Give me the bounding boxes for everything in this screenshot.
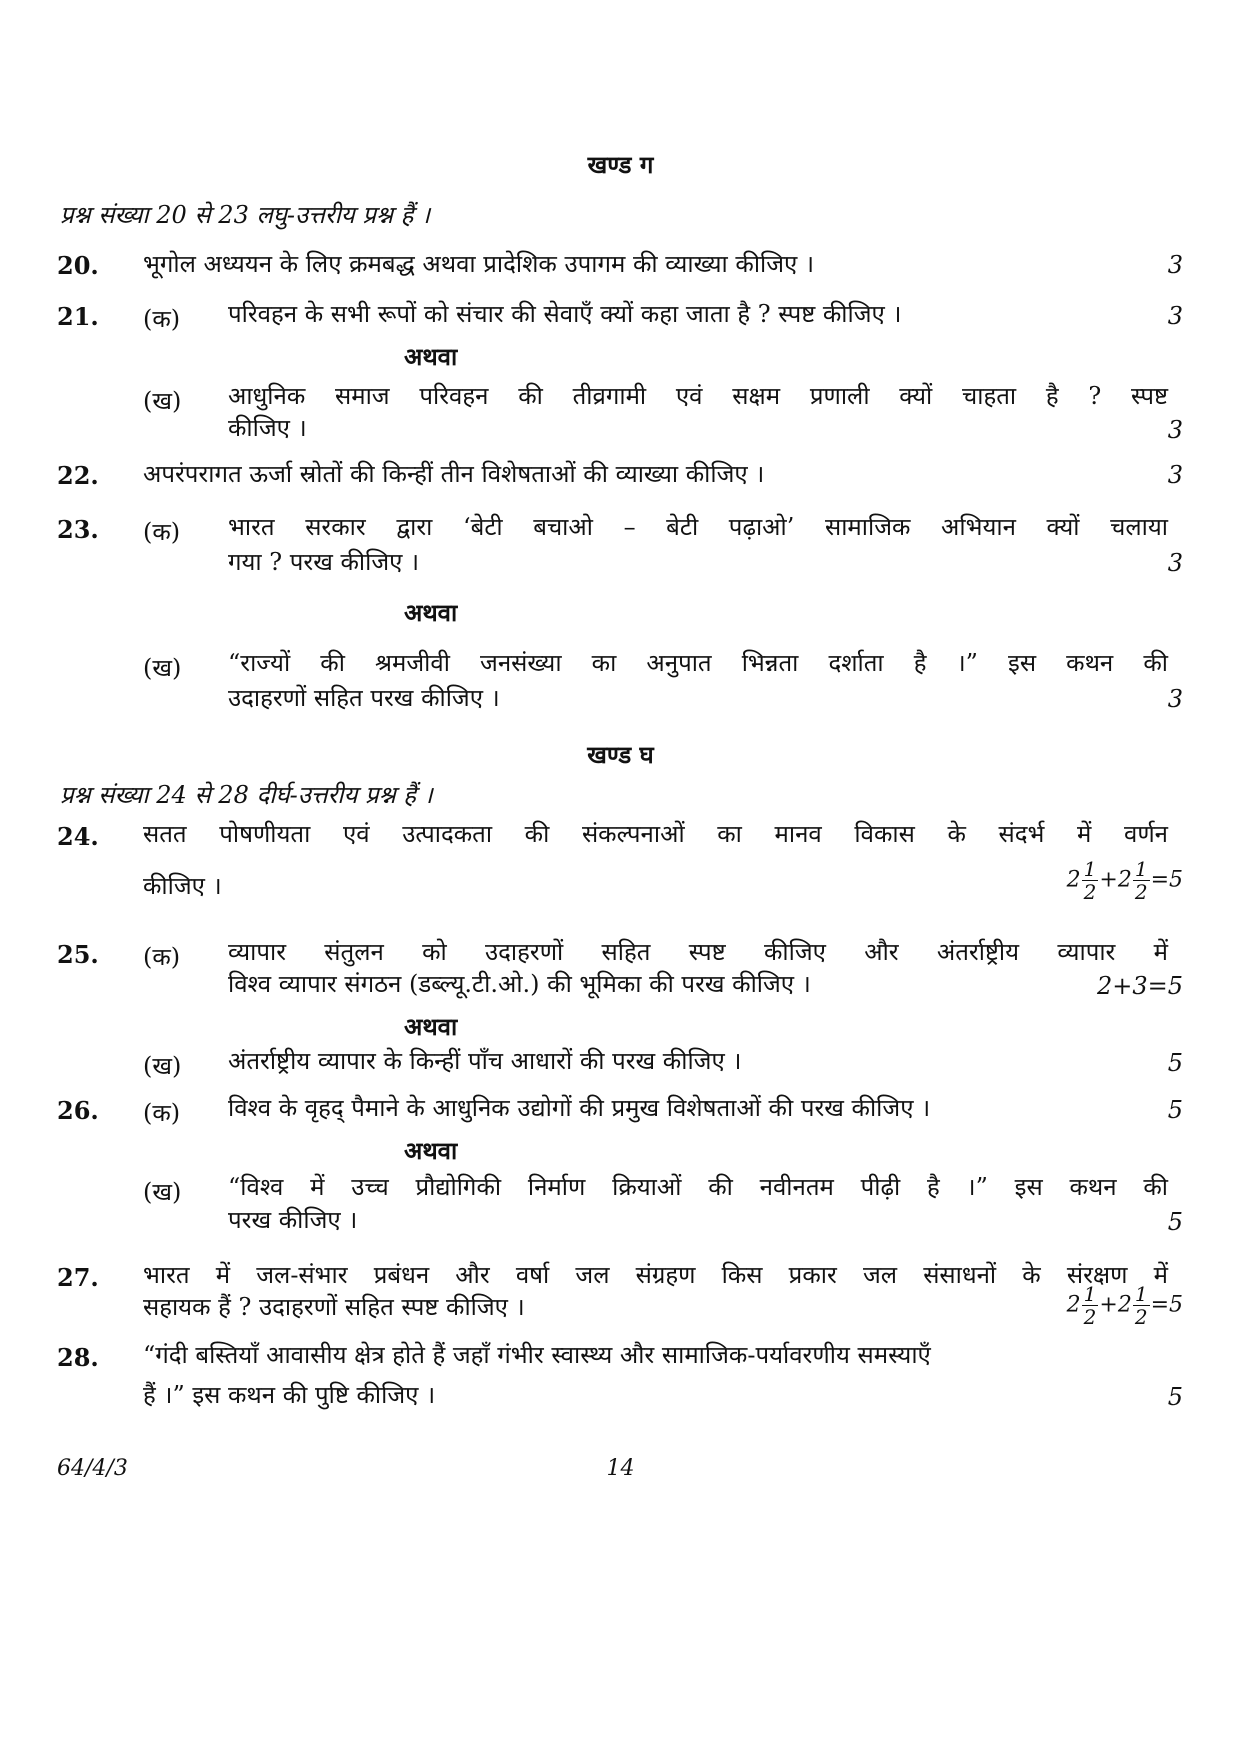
question-25-number: 25. — [57, 940, 99, 969]
question-21b-label: (ख) — [143, 387, 182, 415]
question-26b-line2: परख कीजिए । — [228, 1206, 358, 1234]
question-23a-line1: भारत सरकार द्वारा ‘बेटी बचाओ – बेटी पढ़ाओ’ सामाजिक अभियान क्यों चलाया — [228, 513, 1168, 541]
question-26a-label: (क) — [143, 1099, 181, 1127]
question-23b-line1: “राज्यों की श्रमजीवी जनसंख्या का अनुपात भिन्नता दर्शाता है ।” इस कथन की — [228, 649, 1168, 677]
question-21-or: अथवा — [404, 342, 458, 371]
question-23b-marks: 3 — [1167, 685, 1183, 713]
question-21a-label: (क) — [143, 305, 181, 333]
paper-code: 64/4/3 — [57, 1456, 128, 1481]
question-25-or: अथवा — [404, 1012, 458, 1041]
question-23-or: अथवा — [404, 598, 458, 627]
question-27-line1: भारत में जल-संभार प्रबंधन और वर्षा जल संग्रहण किस प्रकार जल संसाधनों के संरक्षण में — [143, 1261, 1168, 1289]
question-24-number: 24. — [57, 822, 99, 851]
question-27-number: 27. — [57, 1263, 99, 1292]
question-20-text: भूगोल अध्ययन के लिए क्रमबद्ध अथवा प्रादेशिक उपागम की व्याख्या कीजिए । — [143, 250, 815, 278]
question-22-text: अपरंपरागत ऊर्जा स्रोतों की किन्हीं तीन विशेषताओं की व्याख्या कीजिए । — [143, 460, 765, 488]
question-27-line2: सहायक हैं ? उदाहरणों सहित स्पष्ट कीजिए । — [143, 1293, 525, 1321]
question-24-marks: 2 $\frac{1}{2}$ +2 $\frac{1}{2}$ =5 — [1066, 857, 1183, 904]
question-26-number: 26. — [57, 1096, 99, 1125]
question-28-line1: “गंदी बस्तियाँ आवासीय क्षेत्र होते हैं जहाँ गंभीर स्वास्थ्य और सामाजिक-पर्यावरणीय समस्याएँ — [143, 1341, 931, 1369]
section-d-instruction: प्रश्न संख्या 24 से 28 दीर्घ-उत्तरीय प्रश्न हैं । — [60, 781, 433, 809]
question-23a-marks: 3 — [1167, 549, 1183, 577]
question-27-marks: 2 $\frac{1}{2}$ +2 $\frac{1}{2}$ =5 — [1066, 1282, 1183, 1329]
question-28-number: 28. — [57, 1343, 99, 1372]
question-25a-line2: विश्व व्यापार संगठन (डब्ल्यू.टी.ओ.) की भूमिका की परख कीजिए । — [228, 970, 811, 998]
question-25b-text: अंतर्राष्ट्रीय व्यापार के किन्हीं पाँच आधारों की परख कीजिए । — [228, 1047, 742, 1075]
section-c-heading: खण्ड ग — [587, 150, 654, 179]
question-26b-marks: 5 — [1167, 1208, 1183, 1236]
question-26b-line1: “विश्व में उच्च प्रौद्योगिकी निर्माण क्रियाओं की नवीनतम पीढ़ी है ।” इस कथन की — [228, 1173, 1168, 1201]
question-21a-marks: 3 — [1167, 302, 1183, 330]
question-25b-label: (ख) — [143, 1052, 182, 1080]
question-23b-label: (ख) — [143, 654, 182, 682]
question-23b-line2: उदाहरणों सहित परख कीजिए । — [228, 684, 500, 712]
question-28-marks: 5 — [1167, 1383, 1183, 1411]
question-22-marks: 3 — [1167, 461, 1183, 489]
question-25b-marks: 5 — [1167, 1049, 1183, 1077]
question-25a-marks: 2+3=5 — [1096, 972, 1183, 1000]
question-25a-line1: व्यापार संतुलन को उदाहरणों सहित स्पष्ट कीजिए और अंतर्राष्ट्रीय व्यापार में — [228, 938, 1168, 966]
question-22-number: 22. — [57, 461, 99, 490]
question-24-line1: सतत पोषणीयता एवं उत्पादकता की संकल्पनाओं का मानव विकास के संदर्भ में वर्णन — [143, 820, 1168, 848]
section-d-heading: खण्ड घ — [587, 740, 654, 769]
question-20-number: 20. — [57, 251, 99, 280]
question-23a-line2: गया ? परख कीजिए । — [228, 548, 420, 576]
question-25a-label: (क) — [143, 943, 181, 971]
question-26a-text: विश्व के वृहद् पैमाने के आधुनिक उद्योगों की प्रमुख विशेषताओं की परख कीजिए । — [228, 1094, 931, 1122]
page-number: 14 — [606, 1456, 635, 1481]
question-21b-line1: आधुनिक समाज परिवहन की तीव्रगामी एवं सक्षम प्रणाली क्यों चाहता है ? स्पष्ट — [228, 382, 1168, 410]
question-26-or: अथवा — [404, 1136, 458, 1165]
section-c-instruction: प्रश्न संख्या 20 से 23 लघु-उत्तरीय प्रश्न हैं । — [60, 201, 431, 229]
question-20-marks: 3 — [1167, 251, 1183, 279]
question-21-number: 21. — [57, 302, 99, 331]
question-24-line2: कीजिए । — [143, 872, 222, 900]
question-21b-marks: 3 — [1167, 416, 1183, 444]
question-21b-line2: कीजिए । — [228, 414, 307, 442]
question-26a-marks: 5 — [1167, 1096, 1183, 1124]
question-23a-label: (क) — [143, 518, 181, 546]
question-28-line2: हैं ।” इस कथन की पुष्टि कीजिए । — [143, 1381, 436, 1409]
question-21a-text: परिवहन के सभी रूपों को संचार की सेवाएँ क्यों कहा जाता है ? स्पष्ट कीजिए । — [228, 300, 902, 328]
question-23-number: 23. — [57, 515, 99, 544]
question-26b-label: (ख) — [143, 1178, 182, 1206]
